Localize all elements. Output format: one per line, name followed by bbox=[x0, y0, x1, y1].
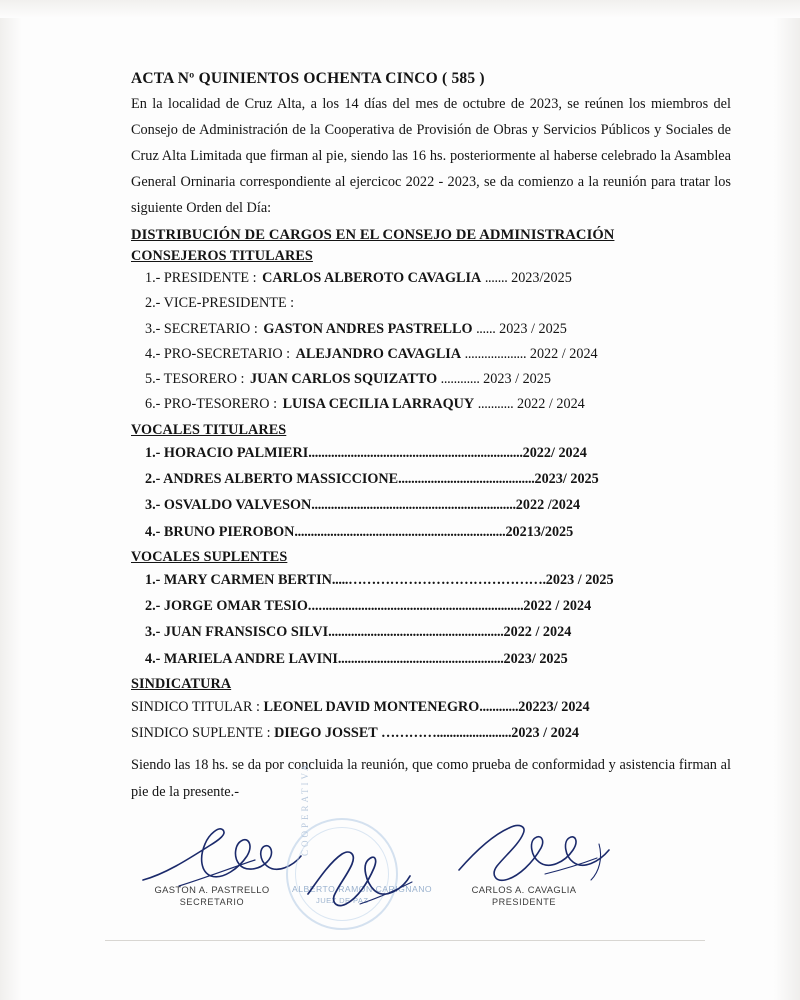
stamp-text-line1: ALBERTO RAMON CARIGNANO bbox=[292, 884, 433, 894]
role-row bbox=[131, 317, 731, 342]
vocal-name: 2.- JORGE OMAR TESIO.... bbox=[145, 598, 323, 615]
intro-paragraph: En la localidad de Cruz Alta, a los 14 días del mes de octubre de 2023, se reúnen los miembros del Consejo de Administración de la Cooperativa de Provisión de Obras y Servicios Públicos y Sociales de Cruz Alta Limitada que firman al pie, siendo las 16 hs. posteriormente al haberse celebrado la Asamblea General Orninaria correspondiente al ejercicoc 2022 - 2023, se da comienzo a la reunión para tratar los siguiente Orden del Día: bbox=[131, 96, 731, 217]
role-name: GASTON ANDRES PASTRELLO bbox=[263, 320, 473, 337]
leader-dots: …………....................... bbox=[377, 725, 512, 742]
vocal-name: 4.- BRUNO PIEROBON bbox=[145, 523, 295, 540]
section-heading-vocales-suplentes: VOCALES SUPLENTES bbox=[131, 548, 288, 565]
role-name: JUAN CARLOS SQUIZATTO bbox=[250, 371, 438, 388]
list-item bbox=[131, 646, 731, 672]
list-item bbox=[131, 440, 731, 466]
role-name: ALEJANDRO CAVAGLIA bbox=[295, 345, 462, 362]
role-label: 4.- PRO-SECRETARIO : bbox=[145, 345, 291, 362]
page-title: ACTA Nº QUINIENTOS OCHENTA CINCO ( 585 ) bbox=[131, 70, 485, 87]
scan-edge-right bbox=[774, 0, 800, 1000]
page-bottom-rule bbox=[105, 940, 705, 941]
scan-edge-left bbox=[0, 0, 22, 1000]
list-item bbox=[131, 466, 731, 492]
role-term: 2022 / 2024 bbox=[516, 396, 585, 413]
vocal-name: 3.- OSVALDO VALVESON bbox=[145, 497, 312, 514]
leader-dots: .....……………………………………. bbox=[331, 571, 546, 588]
leader-dots: ............ bbox=[479, 698, 519, 715]
leader-dots: .................................................................. bbox=[308, 444, 523, 461]
leader-dots: ................................................................. bbox=[294, 523, 506, 540]
leader-dots: ....... bbox=[484, 270, 508, 287]
signature-block-presidente bbox=[449, 884, 599, 907]
vocal-term: 2022 /2024 bbox=[515, 497, 581, 514]
leader-dots: ............................................................... bbox=[311, 497, 516, 514]
leader-dots: ...... bbox=[476, 320, 496, 337]
vocal-name: 1.- HORACIO PALMIERI bbox=[145, 444, 309, 461]
document-body bbox=[131, 70, 731, 820]
role-name: LUISA CECILIA LARRAQUY bbox=[282, 396, 475, 413]
vocal-term: 2023 / 2025 bbox=[545, 571, 614, 588]
role-label: 3.- SECRETARIO : bbox=[145, 320, 258, 337]
signature-block-secretario bbox=[137, 884, 287, 907]
leader-dots: ................................................... bbox=[337, 650, 504, 667]
stamp-text-line2: JUEZ DE PAZ bbox=[316, 896, 369, 905]
vocal-term: 2022 / 2024 bbox=[503, 624, 572, 641]
role-term: 2023 / 2025 bbox=[483, 371, 551, 388]
closing-paragraph: Siendo las 18 hs. se da por concluida la reunión, que como prueba de conformidad y asistencia firman al pie de la presente.- bbox=[131, 757, 731, 800]
vocal-term: 2023/ 2025 bbox=[503, 650, 568, 667]
role-row bbox=[131, 291, 731, 316]
scan-edge-top bbox=[0, 0, 800, 18]
signature-ink-presidente bbox=[449, 814, 639, 894]
list-item bbox=[131, 593, 731, 619]
section-heading-consejeros-titulares: CONSEJEROS TITULARES bbox=[131, 248, 313, 265]
stamp-side-text: COOPERATIVA bbox=[300, 761, 310, 856]
section-heading-sindicatura: SINDICATURA bbox=[131, 675, 232, 692]
vocal-term: 2023/ 2025 bbox=[534, 471, 599, 488]
vocal-name: 2.- ANDRES ALBERTO MASSICCIONE bbox=[145, 471, 399, 488]
list-item bbox=[131, 720, 731, 746]
sindico-term: 2023 / 2024 bbox=[511, 725, 580, 742]
leader-dots: ........... bbox=[477, 396, 514, 413]
role-row bbox=[131, 367, 731, 392]
sindico-label: SINDICO SUPLENTE : bbox=[131, 725, 271, 742]
list-item bbox=[131, 492, 731, 518]
sindico-term: 20223/ 2024 bbox=[518, 698, 590, 715]
leader-dots: .......................................... bbox=[398, 471, 535, 488]
vocal-name: 4.- MARIELA ANDRE LAVINI bbox=[145, 650, 338, 667]
role-row bbox=[131, 392, 731, 417]
main-heading: DISTRIBUCIÓN DE CARGOS EN EL CONSEJO DE ADMINISTRACIÓN bbox=[131, 227, 615, 244]
sindico-name: DIEGO JOSSET bbox=[274, 725, 378, 742]
sindico-name: LEONEL DAVID MONTENEGRO bbox=[263, 698, 480, 715]
vocal-name: 3.- JUAN FRANSISCO SILVI bbox=[145, 624, 329, 641]
leader-dots: .............................................................. bbox=[322, 598, 524, 615]
vocal-term: 20213/2025 bbox=[505, 523, 574, 540]
sindico-label: SINDICO TITULAR : bbox=[131, 698, 260, 715]
role-label: 1.- PRESIDENTE : bbox=[145, 270, 257, 287]
vocal-name: 1.- MARY CARMEN BERTIN bbox=[145, 571, 332, 588]
role-row bbox=[131, 342, 731, 367]
list-item bbox=[131, 694, 731, 720]
signature-role: PRESIDENTE bbox=[491, 897, 557, 907]
role-term: 2023 / 2025 bbox=[499, 320, 567, 337]
leader-dots: ...................................................... bbox=[328, 624, 504, 641]
signature-name: CARLOS A. CAVAGLIA bbox=[471, 884, 577, 895]
role-row bbox=[131, 266, 731, 291]
signature-ink-juez bbox=[300, 842, 430, 914]
role-label: 2.- VICE-PRESIDENTE : bbox=[145, 295, 295, 312]
vocal-term: 2022 / 2024 bbox=[523, 598, 592, 615]
role-name bbox=[294, 295, 296, 311]
signature-name: GASTON A. PASTRELLO bbox=[154, 884, 270, 895]
leader-dots: ................... bbox=[464, 345, 527, 362]
list-item bbox=[131, 567, 731, 593]
role-term: 2022 / 2024 bbox=[529, 345, 598, 362]
role-label: 5.- TESORERO : bbox=[145, 371, 245, 388]
signature-area bbox=[131, 812, 731, 932]
role-label: 6.- PRO-TESORERO : bbox=[145, 396, 278, 413]
signature-role: SECRETARIO bbox=[179, 897, 245, 907]
list-item bbox=[131, 519, 731, 545]
role-term: 2023/2025 bbox=[511, 270, 572, 287]
role-name: CARLOS ALBEROTO CAVAGLIA bbox=[262, 270, 482, 287]
section-heading-vocales-titulares: VOCALES TITULARES bbox=[131, 421, 287, 438]
list-item bbox=[131, 619, 731, 645]
leader-dots: ............ bbox=[440, 371, 480, 388]
vocal-term: 2022/ 2024 bbox=[522, 444, 587, 461]
